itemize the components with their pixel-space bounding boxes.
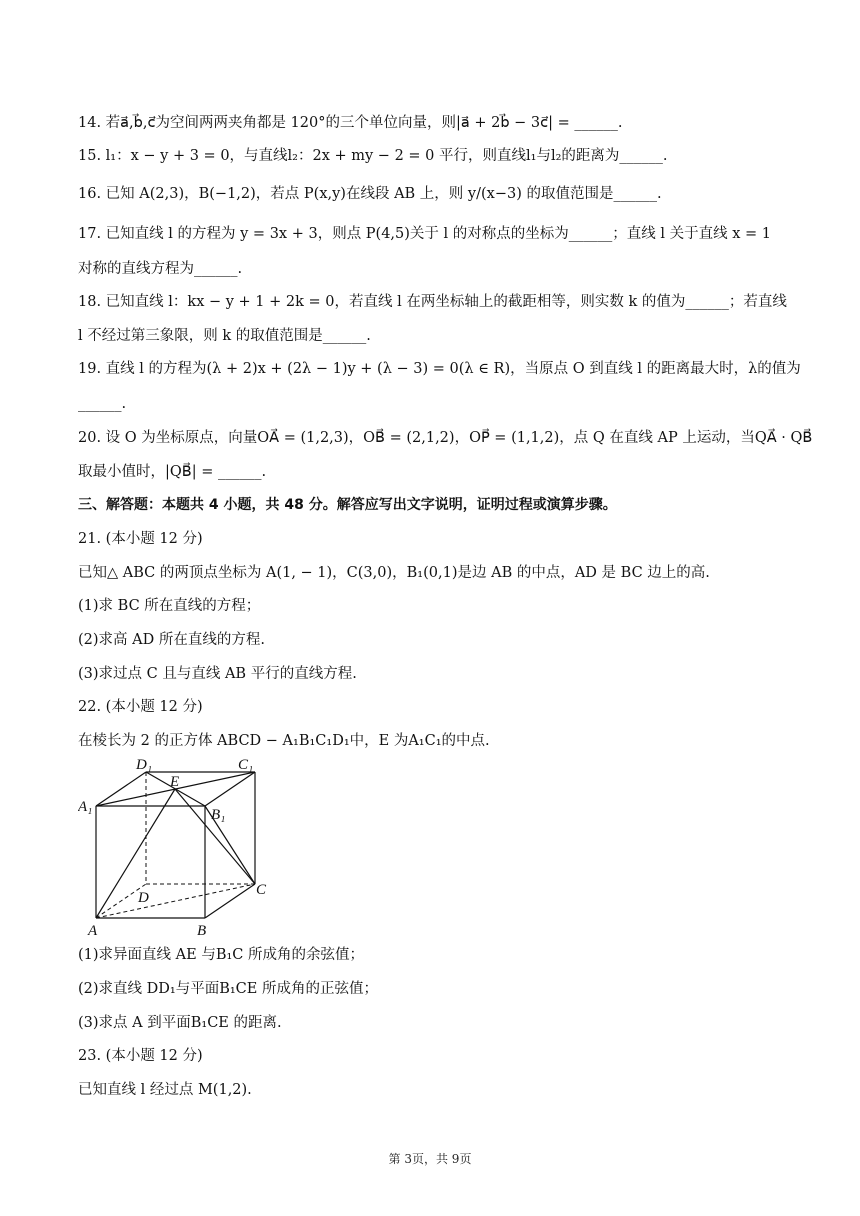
problem-16: 16. 已知 A(2,3)，B(−1,2)，若点 P(x,y)在线段 AB 上，则 y/(x−3) 的取值范围是______. [78, 186, 662, 202]
page-footer: 第 3页，共 9页 [388, 1152, 472, 1166]
problem-23-header: 23. (本小题 12 分) [78, 1048, 203, 1064]
segment-EC [175, 789, 255, 884]
label-C1: C₁ [238, 757, 254, 773]
problem-19-line1: 19. 直线 l 的方程为(λ + 2)x + (2λ − 1)y + (λ − 3) = 0(λ ∈ R)，当原点 O 到直线 l 的距离最大时，λ的值为 [78, 361, 801, 377]
problem-22-header: 22. (本小题 12 分) [78, 699, 203, 715]
problem-18-line2: l 不经过第三象限，则 k 的取值范围是______. [78, 328, 371, 344]
problem-15: 15. l₁：x − y + 3 = 0，与直线l₂：2x + my − 2 = 0 平行，则直线l₁与l₂的距离为______. [78, 148, 668, 164]
problem-21-header: 21. (本小题 12 分) [78, 531, 203, 547]
label-D1: D₁ [136, 757, 153, 773]
problem-18-line1: 18. 已知直线 l：kx − y + 1 + 2k = 0，若直线 l 在两坐标轴上的截距相等，则实数 k 的值为______；若直线 [78, 294, 787, 310]
cube-diagram [78, 756, 278, 938]
cube-figure [78, 756, 278, 938]
section-3-heading: 三、解答题：本题共 4 小题，共 48 分。解答应写出文字说明，证明过程或演算步骤。 [78, 497, 617, 513]
problem-22-stem: 在棱长为 2 的正方体 ABCD − A₁B₁C₁D₁中，E 为A₁C₁的中点. [78, 733, 490, 749]
problem-20-line2: 取最小值时，|QB⃗| = ______. [78, 464, 267, 480]
label-B1: B₁ [211, 807, 226, 823]
problem-17-line1: 17. 已知直线 l 的方程为 y = 3x + 3，则点 P(4,5)关于 l 的对称点的坐标为______；直线 l 关于直线 x = 1 [78, 226, 772, 242]
problem-21-part3: (3)求过点 C 且与直线 AB 平行的直线方程. [78, 666, 357, 682]
problem-21-stem: 已知△ ABC 的两顶点坐标为 A(1, − 1)，C(3,0)，B₁(0,1)是边 AB 的中点，AD 是 BC 边上的高. [78, 565, 710, 581]
label-B: B [197, 923, 207, 938]
problem-23-stem: 已知直线 l 经过点 M(1,2). [78, 1082, 252, 1098]
problem-21-part1: (1)求 BC 所在直线的方程； [78, 598, 261, 614]
problem-22-part2: (2)求直线 DD₁与平面B₁CE 所成角的正弦值； [78, 981, 378, 997]
label-A: A [88, 923, 98, 938]
problem-14: 14. 若a⃗,b⃗,c⃗为空间两两夹角都是 120°的三个单位向量，则|a⃗ + 2b⃗ − 3c⃗| = ______. [78, 115, 623, 131]
label-D: D [138, 890, 149, 906]
segment-AE [96, 789, 175, 918]
problem-20-line1: 20. 设 O 为坐标原点，向量OA⃗ = (1,2,3)，OB⃗ = (2,1,2)，OP⃗ = (1,1,2)，点 Q 在直线 AP 上运动，当QA⃗ · QB⃗ [78, 430, 813, 446]
problem-17-line2: 对称的直线方程为______. [78, 261, 243, 277]
label-E: E [170, 774, 180, 790]
problem-21-part2: (2)求高 AD 所在直线的方程. [78, 632, 265, 648]
label-C: C [256, 882, 267, 898]
label-A1: A₁ [78, 799, 93, 815]
edge-BC [205, 884, 255, 918]
problem-22-part1: (1)求异面直线 AE 与B₁C 所成角的余弦值； [78, 947, 364, 963]
problem-19-line2: ______. [78, 396, 127, 412]
diag-AC [96, 884, 255, 918]
problem-22-part3: (3)求点 A 到平面B₁CE 的距离. [78, 1015, 282, 1031]
